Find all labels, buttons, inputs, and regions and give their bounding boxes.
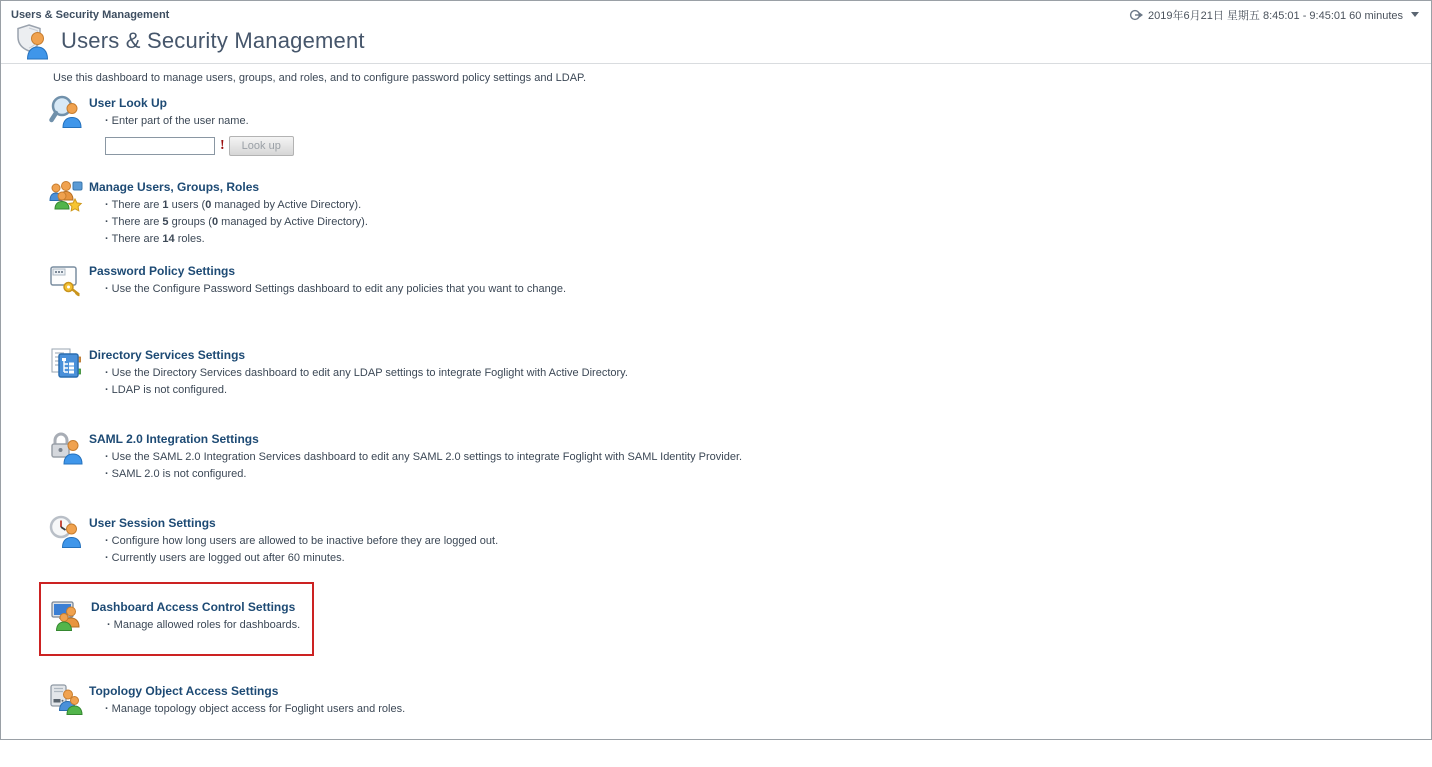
section-topology-access <box>1 683 1431 767</box>
section-directory-services <box>1 347 1431 431</box>
section-dashboard-access <box>1 599 1431 683</box>
user-session-title[interactable]: User Session Settings <box>89 516 216 530</box>
dashboard-access-icon[interactable] <box>51 599 91 638</box>
dashboard-access-bullet: · Manage allowed roles for dashboards. <box>91 617 300 634</box>
manage-users-title[interactable]: Manage Users, Groups, Roles <box>89 180 260 194</box>
required-indicator-icon: ! <box>220 138 225 153</box>
section-saml <box>1 431 1431 515</box>
directory-services-icon[interactable] <box>49 347 89 386</box>
saml-lock-icon[interactable] <box>49 431 89 470</box>
user-lookup-hint: · Enter part of the user name. <box>89 113 294 130</box>
manage-users-bullet-users: · There are 1 users (0 managed by Active Directory). <box>89 197 368 214</box>
saml-bullet-usage: · Use the SAML 2.0 Integration Services dashboard to edit any SAML 2.0 settings to integrate Foglight with SAML Identity Provider. <box>89 449 742 466</box>
directory-services-title[interactable]: Directory Services Settings <box>89 348 246 362</box>
time-range-icon <box>1129 8 1143 22</box>
page-title: Users & Security Management <box>61 28 365 53</box>
time-range-selector[interactable] <box>1129 7 1419 23</box>
password-policy-bullet: · Use the Configure Password Settings dashboard to edit any policies that you want to change. <box>89 281 566 298</box>
saml-title[interactable]: SAML 2.0 Integration Settings <box>89 432 259 446</box>
manage-users-bullet-roles: · There are 14 roles. <box>89 231 368 248</box>
directory-services-bullet-status: · LDAP is not configured. <box>89 382 628 399</box>
sections-list <box>1 95 1431 767</box>
page-description: Use this dashboard to manage users, groups, and roles, and to configure password policy settings and LDAP. <box>53 72 587 84</box>
section-user-lookup <box>1 95 1431 179</box>
password-policy-icon[interactable] <box>49 263 89 302</box>
user-lookup-input[interactable] <box>105 137 215 155</box>
time-range-label: 2019年6月21日 星期五 8:45:01 - 9:45:01 60 minutes <box>1148 9 1403 22</box>
user-session-bullet-current: · Currently users are logged out after 60 minutes. <box>89 550 498 567</box>
section-password-policy <box>1 263 1431 347</box>
title-row <box>1 21 1431 64</box>
look-up-button[interactable]: Look up <box>229 136 294 156</box>
user-session-bullet-configure: · Configure how long users are allowed to be inactive before they are logged out. <box>89 533 498 550</box>
dashboard-access-title[interactable]: Dashboard Access Control Settings <box>91 600 296 614</box>
user-lookup-icon[interactable] <box>49 95 89 134</box>
topology-access-title[interactable]: Topology Object Access Settings <box>89 684 279 698</box>
manage-users-groups-roles-icon[interactable] <box>49 179 89 218</box>
user-lookup-form <box>105 136 294 156</box>
topology-access-bullet: · Manage topology object access for Foglight users and roles. <box>89 701 405 718</box>
shield-user-icon <box>14 22 52 60</box>
saml-bullet-status: · SAML 2.0 is not configured. <box>89 466 742 483</box>
top-bar <box>1 1 1431 21</box>
directory-services-bullet-usage: · Use the Directory Services dashboard to edit any LDAP settings to integrate Foglight with Active Directory. <box>89 365 628 382</box>
chevron-down-icon <box>1411 12 1419 17</box>
topology-access-icon[interactable] <box>49 683 89 722</box>
breadcrumb[interactable]: Users & Security Management <box>11 8 170 21</box>
user-session-clock-icon[interactable] <box>49 515 89 554</box>
user-lookup-title[interactable]: User Look Up <box>89 96 168 110</box>
password-policy-title[interactable]: Password Policy Settings <box>89 264 236 278</box>
section-manage-users <box>1 179 1431 263</box>
highlight-annotation-box <box>39 582 314 656</box>
manage-users-bullet-groups: · There are 5 groups (0 managed by Active Directory). <box>89 214 368 231</box>
